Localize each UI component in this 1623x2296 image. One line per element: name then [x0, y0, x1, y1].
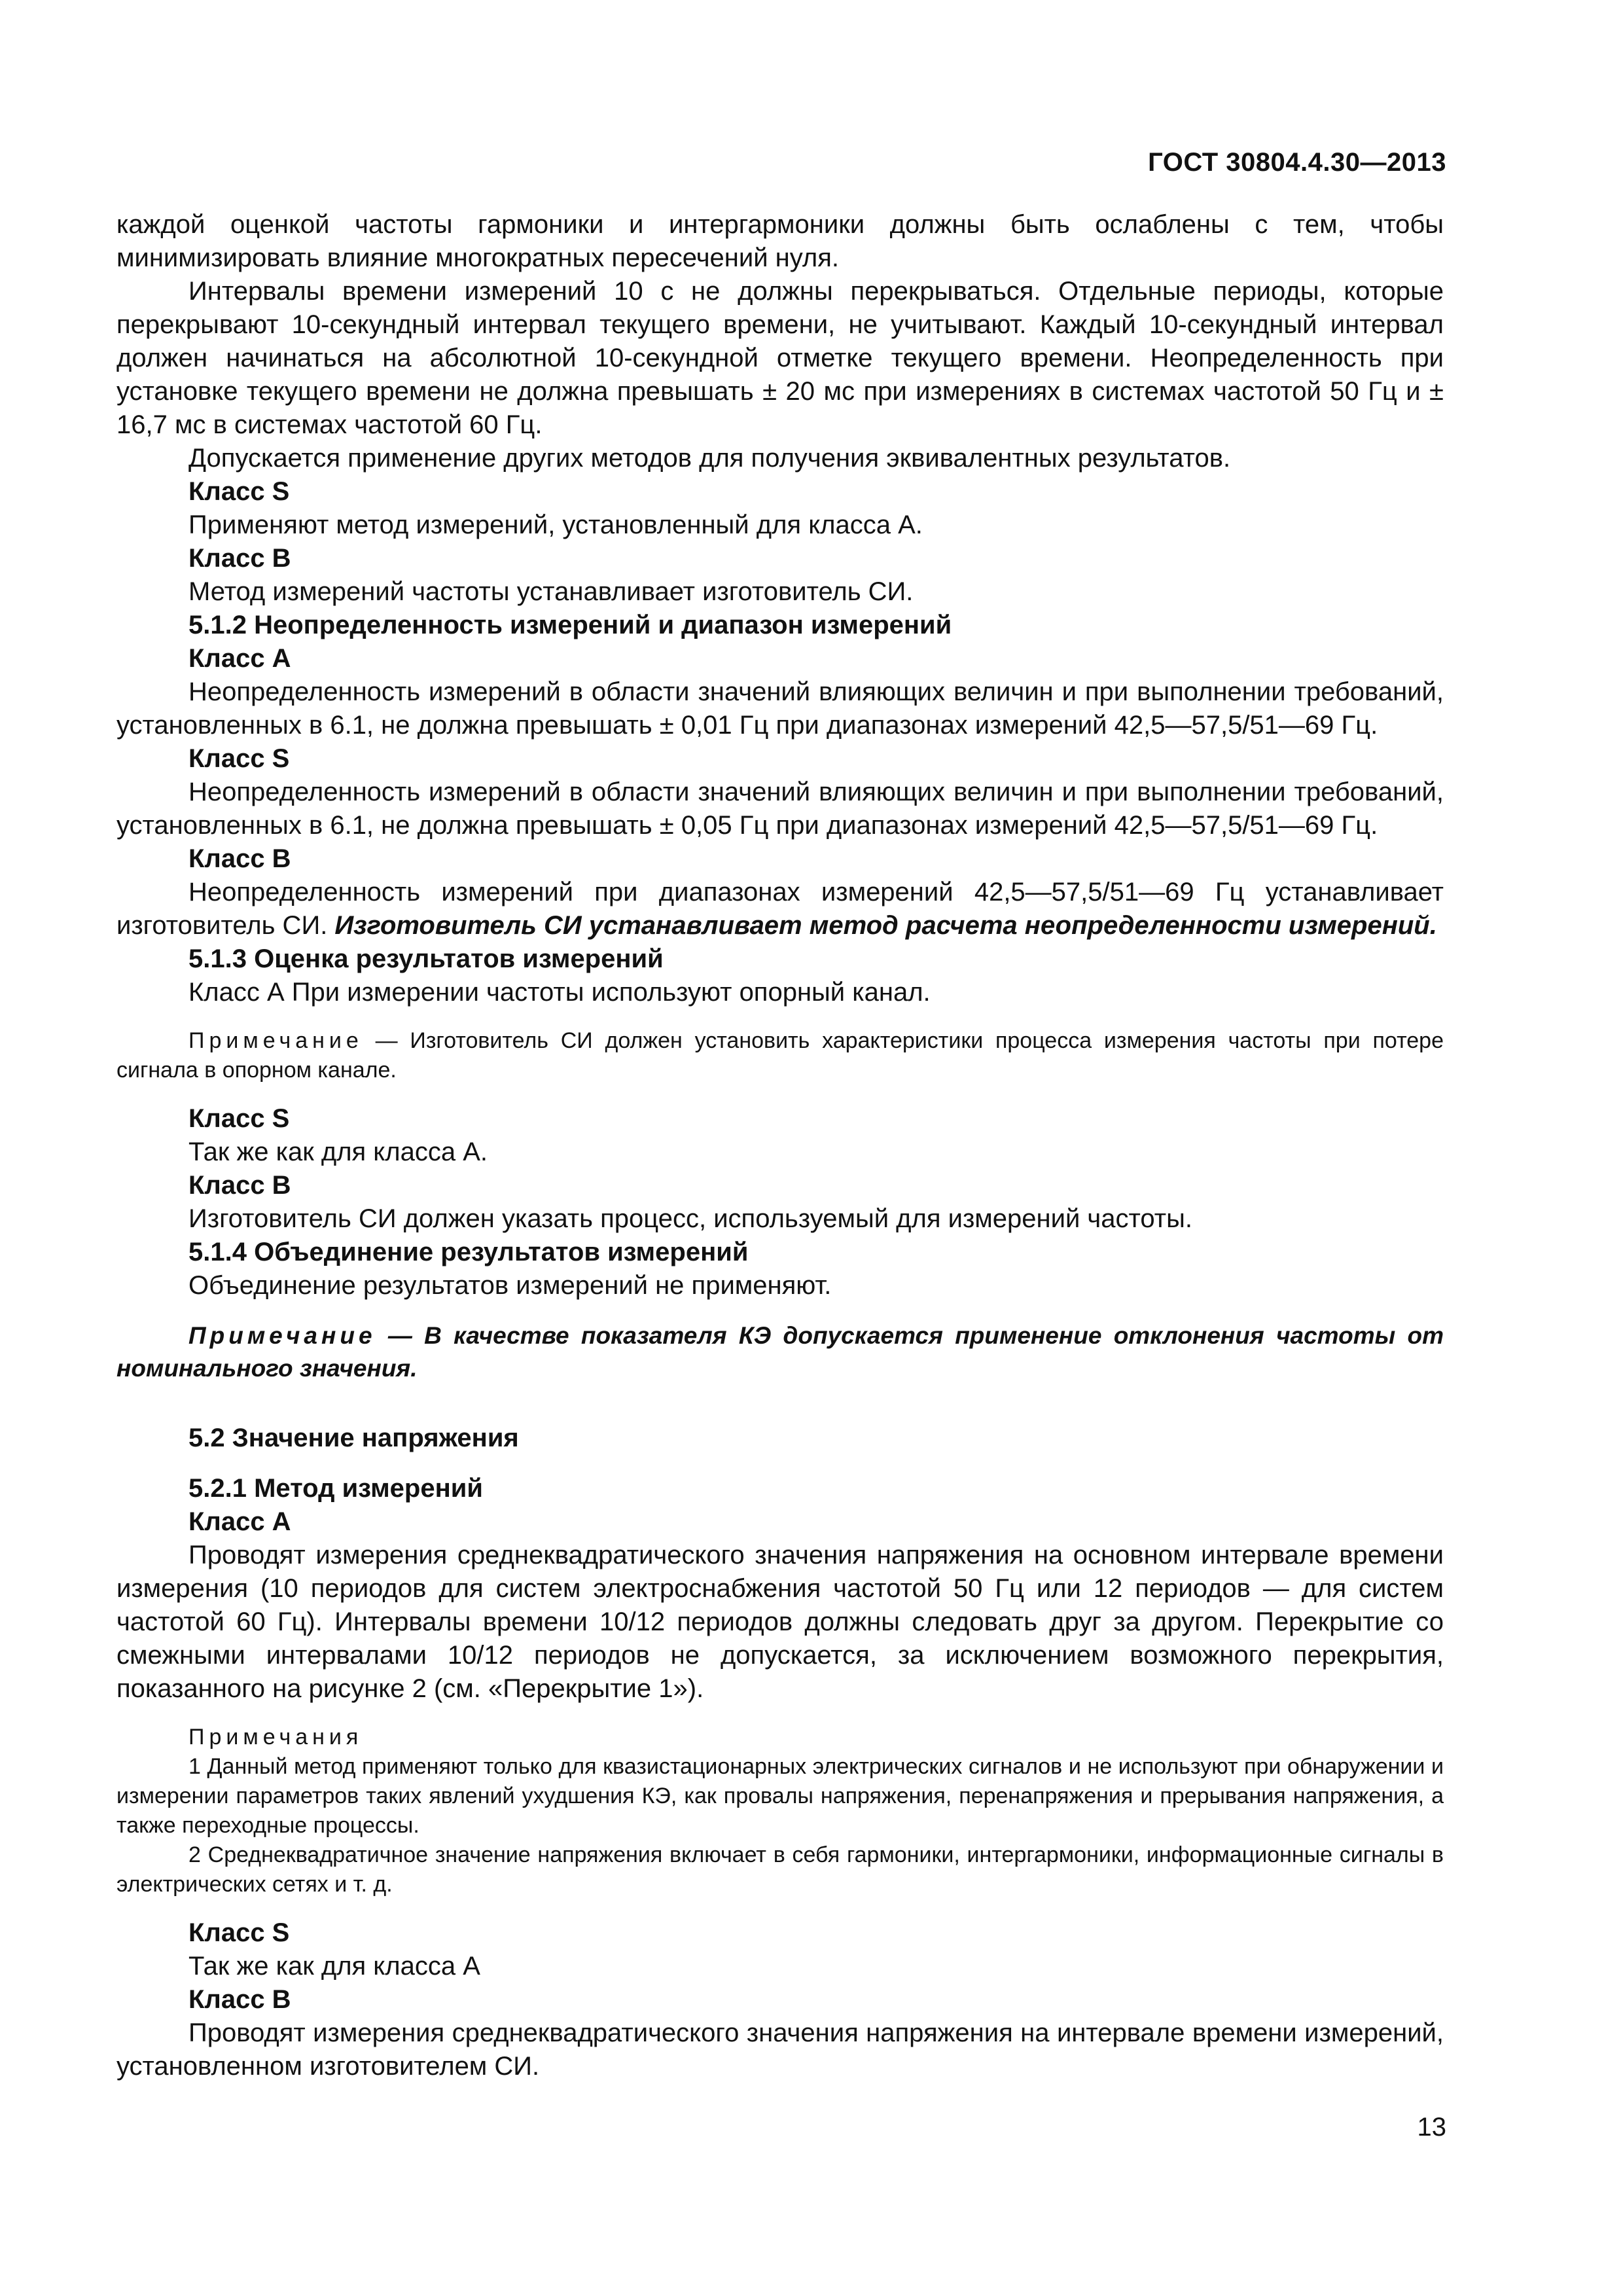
section-heading: 5.2 Значение напряжения [188, 1424, 519, 1452]
document-header: ГОСТ 30804.4.30—2013 [1148, 148, 1446, 177]
paragraph: Неопределенность измерений в области значений влияющих величин и при выполнении требований, установленных в 6.1, не должна превышать ± 0,05 Гц при диапазонах измерений 42,5—57,5/51—69 Гц. [116, 778, 1444, 840]
class-heading: Класс S [188, 1918, 290, 1947]
note: 1 Данный метод применяют только для квазистационарных электрических сигналов и не используют при обнаружении и измерении параметров таких явлений ухудшения КЭ, как провалы напряжения, перенапряжения и прерывания напряжения, а также переходные процессы. [116, 1754, 1444, 1838]
paragraph: Применяют метод измерений, установленный для класса А. [188, 511, 923, 539]
paragraph: Допускается применение других методов для получения эквивалентных результатов. [188, 444, 1231, 473]
paragraph: Изготовитель СИ должен указать процесс, используемый для измерений частоты. [188, 1204, 1192, 1233]
notes-heading: Примечания [188, 1725, 363, 1749]
class-heading: Класс S [188, 477, 290, 506]
paragraph: Проводят измерения среднеквадратического значения напряжения на основном интервале времени измерения (10 периодов для систем электроснабжения частотой 50 Гц или 12 периодов — для систем частотой 60 Гц). Интервалы времени 10/12 периодов должны следовать друг за другом. Перекрытие со смежными интервалами 10/12 периодов не допускается, за исключением возможного перекрытия, показанного на рисунке 2 (см. «Перекрытие 1»). [116, 1541, 1444, 1703]
paragraph: Объединение результатов измерений не применяют. [188, 1271, 832, 1300]
section-heading: 5.1.2 Неопределенность измерений и диапазон измерений [188, 611, 952, 639]
paragraph: каждой оценкой частоты гармоники и интергармоники должны быть ослаблены с тем, чтобы минимизировать влияние многократных пересечений нуля. [116, 210, 1444, 272]
paragraph: Метод измерений частоты устанавливает изготовитель СИ. [188, 577, 914, 606]
document-body [116, 208, 1444, 2083]
paragraph [116, 876, 1444, 942]
class-heading: Класс В [188, 1985, 291, 2014]
note-text: — В качестве показателя КЭ допускается применение отклонения частоты от номинального значения. [116, 1322, 1444, 1382]
class-heading: Класс В [188, 844, 291, 873]
class-heading: Класс В [188, 544, 291, 573]
class-heading: Класс А [188, 644, 291, 673]
page-number: 13 [1417, 2113, 1446, 2142]
note [116, 1026, 1444, 1085]
note-label: Примечание [188, 1322, 376, 1349]
paragraph: Проводят измерения среднеквадратического значения напряжения на интервале времени измерений, установленном изготовителем СИ. [116, 2018, 1444, 2081]
section-heading: 5.2.1 Метод измерений [188, 1474, 483, 1503]
paragraph: Так же как для класса А [188, 1952, 480, 1981]
class-heading: Класс S [188, 1104, 290, 1133]
section-heading: 5.1.4 Объединение результатов измерений [188, 1238, 749, 1266]
note: 2 Среднеквадратичное значение напряжения включает в себя гармоники, интергармоники, информационные сигналы в электрических сетях и т. д. [116, 1842, 1444, 1897]
paragraph: Неопределенность измерений в области значений влияющих величин и при выполнении требований, установленных в 6.1, не должна превышать ± 0,01 Гц при диапазонах измерений 42,5—57,5/51—69 Гц. [116, 677, 1444, 740]
emphasis-text: Изготовитель СИ устанавливает метод расчета неопределенности измерений. [334, 911, 1437, 940]
note-label: Примечание [188, 1028, 363, 1053]
paragraph: Класс А При измерении частоты используют опорный канал. [188, 978, 931, 1007]
section-heading: 5.1.3 Оценка результатов измерений [188, 944, 664, 973]
paragraph-text: Неопределенность измерений при диапазонах измерений 42,5—57,5/51—69 Гц устанавливает изготовитель СИ. [116, 878, 1444, 940]
class-heading: Класс А [188, 1507, 291, 1536]
class-heading: Класс В [188, 1171, 291, 1200]
paragraph: Интервалы времени измерений 10 с не должны перекрываться. Отдельные периоды, которые перекрывают 10-секундный интервал текущего времени, не учитывают. Каждый 10-секундный интервал должен начинаться на абсолютной 10-секундной отметке текущего времени. Неопределенность при установке текущего времени не должна превышать ± 20 мс при измерениях в системах частотой 50 Гц и ± 16,7 мс в системах частотой 60 Гц. [116, 277, 1444, 439]
note [116, 1319, 1444, 1385]
note-text: — Изготовитель СИ должен установить характеристики процесса измерения частоты при потере сигнала в опорном канале. [116, 1028, 1444, 1083]
paragraph: Так же как для класса А. [188, 1138, 488, 1166]
class-heading: Класс S [188, 744, 290, 773]
